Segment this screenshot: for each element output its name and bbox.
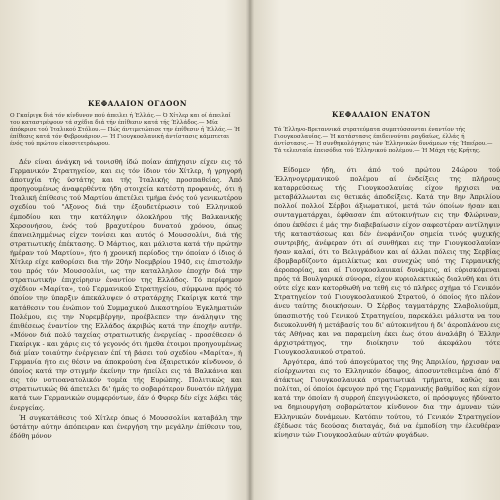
body-text-right — [274, 166, 500, 441]
paragraph: Άργότερα, άπό τού άπογεύματος της 9ης Άπριλίου, ήρχισαν να είσέρχωνται εις το Ελληνικόν έδαφος, άποσυντεθειμένα άπό δ' άτάκτως Γιουγκοσλαυικά στρατιωτικά τμήματα, καθώς και πολίται, οί όποίοι έφευγον πρό της Γερμανικής βαθμίδος και είχον κατά την όποίαν ή συρροή έπεγιγνώσκετο, οί πρόσφυγες ήδύνατο να δημιουργήση σοβαρώτατον κίνδυνον δια την άμυναν τών Ελληνικών δυνάμεων. Κατόπιν τούτου, τό Γενικόν Στρατηγείον έξέδωσε τάς δεούσας διαταγάς, διά να έμποδίση την έλευθέραν κίνησιν τών Γιουγκοσλαύων αύτών φυγάδων. — [274, 357, 500, 439]
chapter-summary-eighth — [10, 113, 242, 148]
body-text-left — [10, 158, 242, 442]
paragraph: Ή συγκατάθεσις τού Χίτλερ όπως ό Μουσσολίνι καταβάλη την ύστάτην αύτην άπόπειραν και ένεργήση την μεγάλην έπίθεσιν του, έδόθη μόνον — [10, 413, 242, 440]
summary-text: Ο Γκαίριγκ διά τόν κίνδυνον πού άπειλει ή Έλλάς.— Ό Χίτλερ και οί άπειλαί του καταστρέψουν τά σχέδια διά τήν έπίθεσιν κατά τής Έλλάδος.— Μία άπόκρισε τού Ίταλικού Στόλου.— Πώς άντιμετώπισε την έπίθεσιν ή Έλλάς.— Ή έπίθεσις κατά τόν Φεβρουάριον.— Ή Γιουγκοσλαυική άντίστασις κάμπτεται ένός τού πρώτου είκοσιτετράωρου. — [10, 113, 240, 147]
left-page — [0, 0, 248, 500]
paragraph: Είδομεν ήδη, ότι άπό τού πρώτου 24ώρου τού Έλληνογερμανικού πολέμου αί ένδείξεις της πλήρους καταρρεύσεως τής Γιουγκοσλαυίας είχον ήρχισει να μεταβάλλωνται εις θετικάς άποδείξεις. Κατά την 8ην Άπριλίου πολλοί πολλοί Σέρβοι άξιωματικοί, μετά τών όποίων ήσαν και συνταγματάρχαι, έφθασαν έπι αύτοκινήτων εις την Φλώριναν, όπου έκθέσει έ μάς την διαβεβαίωσιν είχον σαφεστέραν αντίληψιν τής καταστάσεως και δέν ένεφάνιζον σημεία τινός ψυχικής συντριβής, άνέφεραν ότι αί συνθήκαι εις την Γιουγκοσλαυίαν ήσαν καλαί, ότι το Βελιγράδιον και αί άλλαι πόλεις της Σερβίας έβομβαρδίζοντο άμειλίκτως και συνεχώς υπό της Γερμανικής άεροπορίας, και αί Γιουγκοσλαυικαί δυνάμεις, αί εύρισκόμεναι πρός τά Βουλγαρικά σύνορα, είχον κυριολεκτικώς διαλυθή και ότι ούτε είχε καν κατορθωθή να τεθή εις τό πλήρες σχήμα τό Γενικόν Στρατηγείον τού Γιουγκοσλαυικού Στρατού, ό όποίος ήτο πλέον άνευ ταύτης διοικήσεων. Ό Σέρβος ταγματάρχης Σλαβολιούμπ, ύπασπιστής τού Γενικού Στρατηγείου, παρεκάλει μάλιστα να του διευκολυνθή ή μετάβασίς του δι' αύτοκινήτου ή δι' άεροπλάνου εις τάς Αθήνας και να παραμείνη έκει έως ότου άναλάβη ό Έλλην άρχιστράτηγος, την διοίκησιν τού άκεφάλου τότε Γιουγκοσλαυικού στρατού. — [274, 166, 500, 356]
summary-text: Τά Έλληνο-Βρεταννικά στρατεύματα συμπτύσσονται έναντίον τής Γιουγκοσλαυίας.— Ή κατάστασις έπιδεινούται ραγδαίως, έλλάς ή άντίστασις.— Ή συνθηκολόγησις τών Έλληνικών δυνάμεων τής Ήπείρου.— Τά τελευταία έπεισόδια τού Έλληνικού πολέμου.— Ή Μάχη τής Κρήτης. — [274, 127, 493, 154]
chapter-title-eighth: ΚΕΦΑΛΑΙΟΝ ΟΓΔΟΟΝ — [88, 99, 188, 108]
paragraph: Δέν είναι άνάγκη νά τονισθή ίδώ ποίαν άπήχησιν είχεν εις τό Γερμανικόν Στρατηγείον, και εις τόν ίδιον τόν Χίτλερ, ή γρηγορή άποτυχία τής ύστάτης και τής Ίταλικής προσπαθείας. Άπό προηγουμένως άναφερθέντα ήδη στοιχεία κατέστη προφανές, ότι ή Ίταλική έπίθεσις τού Μαρτίου άπετέλει τμήμα ένός τού γενικωτέρου σχεδίου τού "Αξονος διά την έξουδετέρωσιν τού Ελληνικού έμποδίου και την κατάληψιν όλοκλήρου τής Βαλκανικής Χερσονήσου, ένός τού βραχυτέρου δυνατού χρόνου, όπως έπανειλημμένως είχεν τονίσει και αυτός ό Μουσσολίνι, διά τής στρατιωτικής έπέκτασης. Ό Μάρτιος, και μάλιστα κατά τήν πρώτην ήμέραν τού Μαρτίου», ήτο ή χρονική περίοδος την όποίαν ό ίδιος ό Χίτλερ είχε καθορίσει δια τήν 20ήν Νοεμβρίου 1940, εις έπιστολήν του πρός τόν Μουσσολίνι, ως την καταλληλον έποχήν διά την στρατιωτικήν έπιχείρησιν έναντίον της Ελλάδος. Τό περίφημον σχέδιον «Μαρίτα», τού Γερμανικού Στρατηγείου, σύμφωνα πρός τό όποίον την ύπαρξιν άπεκάλυψεν ό στρατάρχης Γκαίριγκ κατά την κατάθεσιν του ένώπιον τού Συμμαχικού Δικαστηρίου Έγκληματιών Πολέμου, εις την Νυρεμβέργην, προέβλεπεν την άνάληψιν της έπιθέσεως έναντίον της Ελλάδος άκριβώς κατά την έποχήν αυτήν. «Μόνον διά πολύ ταχείας στρατιωτικής ένεργείας - προσέθεσεν ό Γκαίριγκ - και χάρις εις τό γεγονός ότι ήμεθα έτοιμοι προηγουμένως διά μίαν τοιαύτην ένέργειαν έπί τή βάσει τού σχεδίου «Μαρίτα», ή Γερμανία ήτο εις θέσιν να άποκρούση ένα έξαιρετικόν κίνδυνον, ό όποίος κατά την στιγμήν έκείνην την ήπείλει εις τά Βαλκάνια και εις τόν νοτιοανατολικόν τομέα τής Ευρώπης. Πολιτικώς και στρατιωτικώς θά άπετελει δι' ήμάς το σοβαρότερον δυνατόν πλήγμα κατά των Γερμανικών συμφερόντων, έάν ό Φυρερ δέν είχε λάβει τάς ένεργείας. — [10, 158, 242, 412]
chapter-title-ninth: ΚΕΦΑΛΑΙΟΝ ΕΝΑΤΟΝ — [332, 110, 431, 119]
right-page — [252, 0, 500, 500]
chapter-summary-ninth — [274, 127, 500, 155]
